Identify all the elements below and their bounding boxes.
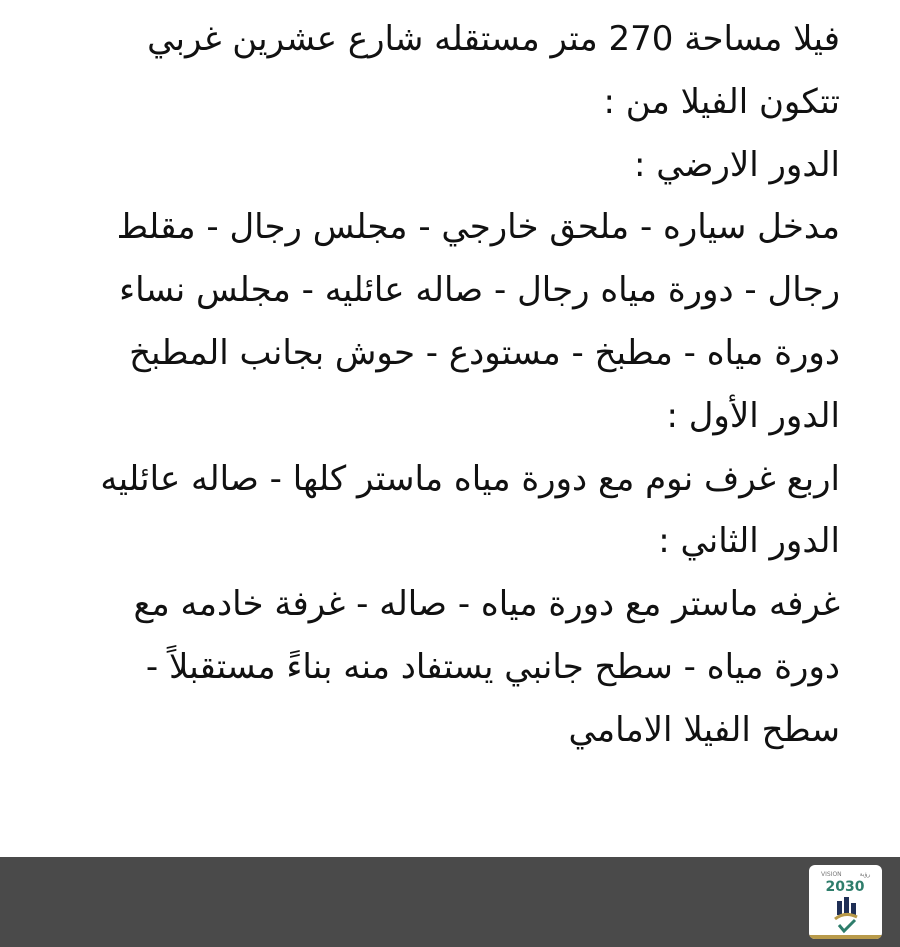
- logo-arabic-text: رؤية: [859, 871, 871, 878]
- listing-line: غرفه ماستر مع دورة مياه - صاله - غرفة خادمه مع: [133, 584, 840, 625]
- floor-heading-first: الدور الأول :: [666, 395, 840, 436]
- logo-year-text: 2030: [825, 879, 865, 895]
- listing-line: دورة مياه - سطح جانبي يستفاد منه بناءً مستقبلاً -: [145, 646, 840, 687]
- vision-2030-logo: [809, 865, 882, 939]
- listing-title: فيلا مساحة 270 متر مستقله شارع عشرين غربي: [147, 19, 840, 59]
- listing-line: تتكون الفيلا من :: [603, 81, 840, 122]
- floor-heading-ground: الدور الارضي :: [633, 144, 840, 185]
- listing-line: دورة مياه - مطبخ - مستودع - حوش بجانب المطبخ: [129, 332, 840, 373]
- vision-2030-logo-graphic: [809, 865, 882, 939]
- listing-line: مدخل سياره - ملحق خارجي - مجلس رجال - مقلط: [116, 207, 840, 248]
- floor-heading-second: الدور الثاني :: [658, 521, 840, 562]
- footer-bar: [0, 857, 900, 947]
- listing-description: [80, 8, 840, 762]
- logo-vision-text: VISION: [821, 871, 842, 878]
- listing-line: رجال - دورة مياه رجال - صاله عائليه - مجلس نساء: [119, 270, 840, 311]
- listing-line: اربع غرف نوم مع دورة مياه ماستر كلها - صاله عائليه: [100, 458, 840, 499]
- listing-line: سطح الفيلا الامامي: [568, 709, 840, 750]
